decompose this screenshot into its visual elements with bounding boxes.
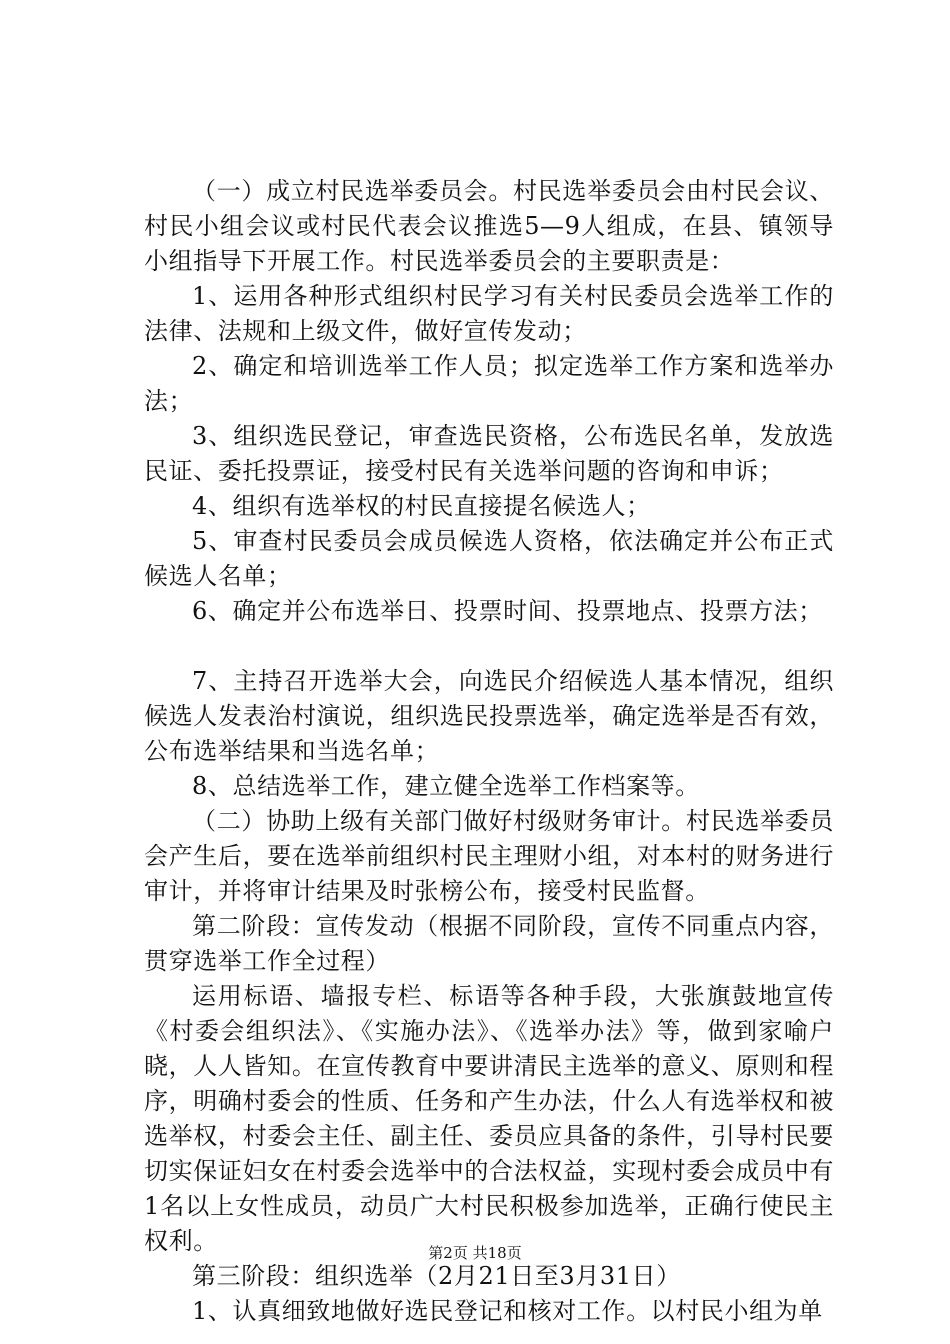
page-footer [0,1243,950,1263]
paragraph-duty-3: 3、组织选民登记，审查选民资格，公布选民名单，发放选民证、委托投票证，接受村民有关选举问题的咨询和申诉； [144,422,834,485]
paragraph-duty-7: 7、主持召开选举大会，向选民介绍候选人基本情况，组织候选人发表治村演说，组织选民投票选举，确定选举是否有效，公布选举结果和当选名单； [144,667,834,765]
paragraph-stage-2-heading: 第二阶段：宣传发动（根据不同阶段，宣传不同重点内容，贯穿选举工作全过程） [144,912,834,975]
paragraph-section-2: （二）协助上级有关部门做好村级财务审计。村民选举委员会产生后，要在选举前组织村民主理财小组，对本村的财务进行审计，并将审计结果及时张榜公布，接受村民监督。 [144,807,834,905]
paragraph-duty-8: 8、总结选举工作，建立健全选举工作档案等。 [192,772,700,800]
paragraph-duty-5: 5、审查村民委员会成员候选人资格，依法确定并公布正式候选人名单； [144,527,834,590]
document-body [144,174,834,1329]
paragraph-duty-6: 6、确定并公布选举日、投票时间、投票地点、投票方法； [192,597,823,625]
paragraph-duty-2: 2、确定和培训选举工作人员；拟定选举工作方案和选举办法； [144,352,834,415]
paragraph-stage-3-item-1: 1、认真细致地做好选民登记和核对工作。以村民小组为单 [192,1297,823,1325]
paragraph-section-1: （一）成立村民选举委员会。村民选举委员会由村民会议、村民小组会议或村民代表会议推选5—9人组成，在县、镇领导小组指导下开展工作。村民选举委员会的主要职责是： [144,177,834,275]
paragraph-stage-2-body: 运用标语、墙报专栏、标语等各种手段，大张旗鼓地宣传《村委会组织法》、《实施办法》、《选举办法》等，做到家喻户晓，人人皆知。在宣传教育中要讲清民主选举的意义、原则和程序，明确村委会的性质、任务和产生办法，什么人有选举权和被选举权，村委会主任、副主任、委员应具备的条件，引导村民要切实保证妇女在村委会选举中的合法权益，实现村委会成员中有1名以上女性成员，动员广大村民积极参加选举，正确行使民主权利。 [144,982,834,1255]
paragraph-duty-4: 4、组织有选举权的村民直接提名候选人； [192,492,651,520]
paragraph-duty-1: 1、运用各种形式组织村民学习有关村民委员会选举工作的法律、法规和上级文件，做好宣传发动； [144,282,834,345]
page-number: 第2页 共18页 [428,1244,522,1262]
paragraph-stage-3-heading: 第三阶段：组织选举（2月21日至3月31日） [192,1262,681,1290]
